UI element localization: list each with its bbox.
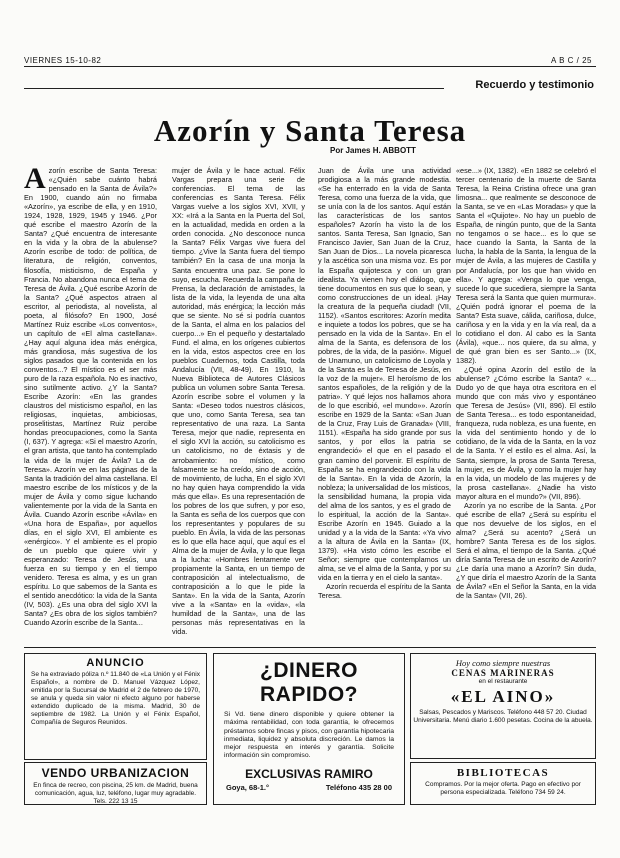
ad-bibliotecas: [410, 762, 596, 805]
ad-restaurant-name: «EL AINO»: [450, 687, 556, 706]
ad-anuncio-text: Se ha extraviado póliza n.º 11.840 de «La Unión y el Fénix Español», a nombre de D. Manuel Vázquez López, emitida por la Sucursal de Madrid el 2 de febrero de 1970, se anula y queda sin valor ni efecto alguno por haberse extendido duplicado de la misma. Madrid, 30 de septiembre de 1982. La Unión y el Fénix Español, Compañía de Seguros Reunidos.: [31, 671, 200, 726]
ads-rule: [24, 647, 596, 648]
column-2-paragraph: mujer de Ávila y le hace actual. Félix Vargas prepara una serie de conferencias. El tema de las conferencias es Santa Teresa. Félix Vargas vuelve a los siglos XVI, XVII, y XX: «Irá a la Santa en la Puerta del Sol, en la actualidad, medida en orden a la orden conocida. ¿No desconoce nunca la Santa? Félix Vargas vive fuera del tiempo. ¿Vive la Santa fuera del tiempo también? En la casa de una monja la Santa encuentra una paz. Se pone lo suyo, escucha. Recuerda la campaña de Prensa, la declaración de amistades, la lista de la vida, la leyenda de una alta autoridad, más enérgica; la lección más que se siente. No sé si podría cuantos de la Santa, el alma en los palacios del cuerpo...» En el pequeño y destartalado Fund. el alma, en los orígenes cubiertos en la vida, estos aspectos cree en los pueblos Cuadernos, toda Castilla, toda Andalucía (VII, 48-49). En 1910, la Nueva Biblioteca de Autores Clásicos publica un volumen sobre Santa Teresa. Azorín escribe sobre el volumen y la Santa: «Deseo todos nuestros clásicos, que uno, como Santa Teresa, sea tan representativo de una raza. La Santa Teresa, mejor que nadie, representa en el siglo XVI la acción, su catolicismo es un catolicismo, no de éxtasis y de arrobamiento: no místico, como falsamente se ha creído, sino de acción, de movimiento, de lucha, En el siglo XVI no hay quien haya comprendido la vida más que ella». Es una representación de los pobres de los que sufren, y por eso, la Santa es seña de los cuerpos que con los representantes y populares de su pueblo. En Ávila, la vida de las personas es lo que ella hace aquí, que aquí es el Alma de la mujer de Ávila, y lo que llega a la lucha: «Hombres lentamente ver propiamente la Santa, en un tiempo de contraposición al intelectualismo, de contraposición a lo que le pide la Santa». En la vida de la Santa, Azorín vive a la «Santa» en la «vida», «la humildad de la Santa», una de las personas más representativas en la vida.: [172, 166, 305, 637]
column-4-paragraph: ¿Qué opina Azorín del estilo de la abulense? ¿Cómo escribe la Santa? «... Dudo yo de que haya otra escritora en el mundo que con más vivo y espontáneo que Teresa de Jesús» (VII, 896). El estilo de Santa Teresa... es todo espontaneidad, franqueza, ruda nobleza, es una fuente, en la vida del sentimiento hondo y de lo cotidiano, de la vida de la Santa, en la voz de la Santa. Y el estilo es el alma. Así, la Santa, siempre, la prosa de Santa Teresa, la mujer, es de Ávila, y como la mujer hay en la vida, un modelo de las mujeres y de la prosa castellana». ¿Nadie ha visto mayor altura en el mundo?» (VII, 896).: [456, 365, 596, 501]
ad-dinero-contact: [214, 781, 404, 794]
ad-dinero-company: EXCLUSIVAS RAMIRO: [245, 766, 373, 781]
page-number: A B C / 25: [550, 56, 592, 65]
ad-restaurant-line3: en el restaurante: [478, 678, 528, 685]
header-rule: [24, 66, 596, 67]
ad-restaurant: [410, 653, 596, 759]
article-column-1: [24, 166, 157, 639]
article-column-2: [172, 166, 305, 639]
ad-bibliotecas-title: BIBLIOTECAS: [456, 767, 550, 779]
ad-vendo: [24, 762, 207, 805]
section-title: Recuerdo y testimonio: [475, 79, 594, 91]
column-3-paragraph: Azorín recuerda el espíritu de la Santa Teresa.: [318, 582, 451, 601]
ad-dinero: [213, 653, 405, 805]
ad-restaurant-details: Salsas, Pescados y Mariscos. Teléfono 448 57 20. Ciudad Universitaria. Menú diario 1.600 pesetas. Cocina de la abuela.: [413, 709, 593, 724]
ad-restaurant-line2: CENAS MARINERAS: [451, 668, 555, 678]
ad-dinero-title: ¿DINERO RAPIDO?: [260, 659, 358, 706]
article-title: Azorín y Santa Teresa: [153, 113, 467, 148]
ad-restaurant-line1: Hoy como siempre nuestras: [455, 658, 551, 668]
section-rule: [24, 88, 444, 89]
article-column-3: [318, 166, 451, 639]
ad-anuncio-title: ANUNCIO: [86, 657, 145, 669]
article-byline: Por James H. ABBOTT: [330, 146, 416, 155]
column-4-paragraph: Azorín ya no escribe de la Santa. ¿Por qué escribe de ella? ¿Será su espíritu el que nos devuelve de los siglos, en el alma? ¿Será su acento? ¿Será un hombre? Santa Teresa es de los siglos. Será el alma, el tiempo de la Santa. ¿Qué diría Santa Teresa de un escrito de Azorín? ¿Le daría una mano a Azorín? Sin duda, ¿Y que diría el maestro Azorín de la Santa de Ávila? «En el Señor la Santa, en la vida de la Santa» (VII, 26).: [456, 500, 596, 601]
ad-dinero-phone: Teléfono 435 28 00: [325, 782, 392, 792]
ad-dinero-address: Goya, 68-1.°: [226, 782, 270, 792]
column-3-paragraph: Juan de Ávila une una actividad prodigiosa a la más grande modestia. «Se ha enterrado en la vida de Santa Teresa, como una fuerza de la vida, que se unía con la de los santos. Aquí están las características de los santos españoles? Azorín ha visto la de los santos. Santa Teresa, San Ignacio, San Francisco Javier, San Juan de la Cruz, San Juan de Dios... La novela picaresca y la ascética son una misma voz. Es por la España quijotesca y con un gran idealista. Ya vienen hoy el diálogo, que tiene documentos en sus que lo sean, y como construcciones de un ideal. ¡Hay la creatura de la pequeña ciudad! (VII, 1152). «Santos escritores: Azorín medita e inquiete a todos los pobres, que se ha pensado en la vida de la Santa». En el alma de la Santa, es defensora de los pobres, de la vida, de la pasión». Miguel de Unamuno, un catolicismo de Loyola y de la Santa es la de Teresa de Jesús, en la voz de la mujer». El heroísmo de los santos españoles, de la religión y de la patria». Y qué lejos nos hallamos ahora de lo que escribió, «el mundo»». Azorín escribe en 1929 de la Santa: «San Juan de la Cruz, Fray Luis de Granada» (VIII, 1151). «España ha sido grande por sus santos, y por ellos la patria se engrandeció» el que en el pasado el gran camino del porvenir. El espíritu de España se ha engrandecido con la vida de la Santa». En la vida de Azorín, la nobleza; la universalidad de los místicos, la sensibilidad humana, la propia vida del alma de los santos, y es el grado de lo espiritual, la acción de la Santa». Escribe Azorín en 1945. Guiado a la unidad y a la vida de la Santa: «Ya vivo a la altura de Ávila en la Santa» (IX, 1379). «Ha visto cómo les escribe el Señor; siempre que contemplamos un alma, se ve el alma de la Santa, y por su vida en la tierra y en el cielo la santa».: [318, 166, 451, 583]
article-column-4: [456, 166, 596, 639]
ad-bibliotecas-text: Compramos. Por la mejor oferta. Pago en efectivo por persona especializada. Teléfono 734 59 24.: [425, 781, 581, 796]
page-date: VIERNES 15-10-82: [24, 56, 102, 65]
ad-anuncio: [24, 653, 207, 760]
drop-cap: A: [24, 166, 46, 195]
ad-vendo-text: En finca de recreo, con piscina, 25 km. de Madrid, buena comunicación, agua, luz, teléfono, lugar muy agradable. Tels. 222 13 15: [33, 782, 198, 805]
column-1-paragraph: zorín escribe de Santa Teresa: «¿Quién sabe cuánto habrá pensado en la Santa de Ávila?» En 1900, cuando aún no firmaba «Azorín», ya escribe de ella, y en 1910, 1924, 1928, 1929, 1945 y 1946. ¿Por qué escribe el maestro Azorín de la Santa? ¿Qué encuentra de interesante en la vida y la obra de la abulense? Azorín escribe de todo: de política, de literatura, de religión, conventos, filosofía, misticismo, de España y Francia. No abandona nunca el tema de Teresa de Ávila. ¿Qué escribe Azorín de la Santa? ¿Qué aspectos atraen al escritor, al periodista, al novelista, al poeta, al filósofo? En 1900, José Martínez Ruiz escribe «Los conventos», un capítulo de «El alma castellana». ¿Hay aquí alguna idea más enérgica, más grandiosa, más sugestiva de los siglos pasados que la contenida en los conventos...? El místico es el ser más puro de la raza española. No es inactivo, sino sutilmente activo. ¿Y la Santa? Escribe Azorín: «En las grandes claustros del misticismo español, en las religiosas, inquietas, ambiciosas, proselitistas, Martínez Ruiz percibe hondas preocupaciones, como la Santa (I, 637). Y agrega: «Si el maestro Azorín, el gran artista, que tanto ha contemplado la vida de la mujer de Ávila? La de Teresa». Azorín ve en las páginas de la Santa la tradición del alma castellana. El maestro escribe de los místicos y de la mujer de Ávila y como sigue luchando valientemente por la vida de la Santa en Ávila. Cuando Azorín escribe «Ávila» en «Una hora de España», por aquellos días, en el siglo XVI, El ambiente es «enérgico». Y el ambiente es el propio de un pueblo que quiere vivir y esperanzado: Teresa de Jesús, una fuerza en su tiempo y en el tiempo venidero. Teresa es alma, y es un gran espíritu. Lo que sabemos de la Santa es el sentido anecdótico: la vida de la Santa (IV, 503). ¿Es una obra del siglo XVI la Santa? ¿Es obra de los siglos también? Cuando Azorín escribe de la Santa...: [24, 166, 157, 628]
column-4-paragraph: «ese...» (IX, 1382). «En 1882 se celebró el tercer centenario de la muerte de Santa Teresa, la Reina Cristina ofrece una gran limosna... que realmente se desconoce de la Santa, se ve en «Las Moradas» y que la Santa el «Quijote». No hay un pueblo de España, de ningún punto, que de la Santa no tengamos o se hace... es lo que se hace cuando la Santa, la Santa de la lucha, la habla de la Santa, la lengua de la mujer de Ávila, a las mujeres de Castilla y por Andalucía, por los que han vivido en ella». Y agrega: «Venga lo que venga, sucede lo que sucediera, siempre la Santa Teresa será la Santa que quien murmura». ¿Quién podrá ignorar el poema de la Santa? Esta suave, cálida, cariñosa, dulce, cariñosa y en la vida y en la vía real, da a lo cotidiano el don. Al cabo es la Santa (Ávila), «que... nos quiere, da su alma, y de qué gran bien es ser Santo...» (IX, 1382).: [456, 166, 596, 365]
ad-dinero-text: Si Vd. tiene dinero disponible y quiere obtener la máxima rentabilidad, con toda garantía, le ofrecemos préstamos sobre fincas y pisos, con garantía hipotecaria inmediata, liquidez y absoluta discreción. Le damos la mejor respuesta en interés y garantía. Solicite información sin compromiso.: [224, 711, 395, 760]
ad-vendo-title: VENDO URBANIZACION: [41, 766, 190, 780]
